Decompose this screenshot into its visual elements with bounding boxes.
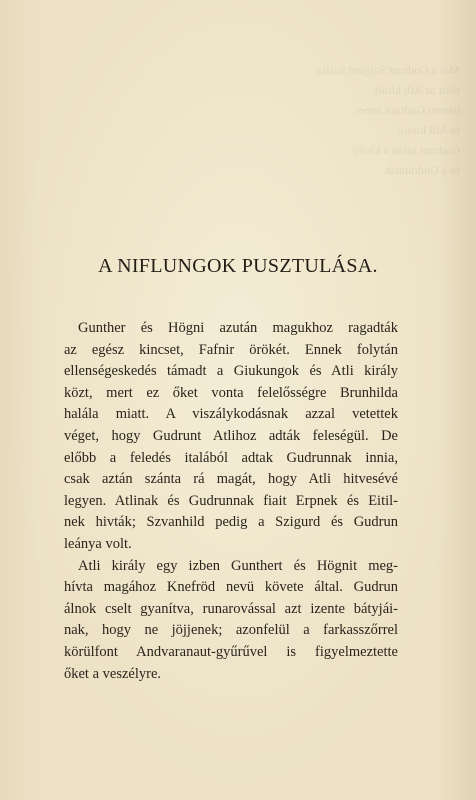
text-line: leánya volt. (64, 535, 132, 552)
chapter-title: A NIFLUNGOK PUSZTULÁSA. (98, 255, 378, 277)
text-line: előbb a feledés italából adtak Gudrunnak innia, (64, 449, 398, 466)
text-line: nek hivták; Szvanhild pedig a Szigurd és Gudrun (64, 514, 398, 531)
text-line: ellenségeskedés támadt a Giukungok és Atli király (64, 363, 398, 380)
text-line: Atli király egy izben Gunthert és Högnit meg- (78, 557, 398, 574)
text-line: hívta magához Knefröd nevü követe által. Gudrun (64, 579, 398, 596)
text-line: álnok cselt gyanítva, runarovással azt izente bátyjái- (64, 600, 398, 617)
text-line: legyen. Atlinak és Gudrunnak fiait Erpnek és Eitil- (64, 492, 398, 509)
text-line: őket a veszélyre. (64, 665, 162, 682)
text-line: nak, hogy ne jöjjenek; azonfelül a farkasszőrrel (64, 622, 398, 639)
chapter-body (64, 318, 398, 685)
text-line: csak aztán szánta rá magát, hogy Atli hitvesévé (64, 471, 398, 488)
text-line: Gunther és Högni azután magukhoz ragadták (78, 320, 398, 336)
paragraph-2 (64, 556, 398, 686)
text-line: véget, hogy Gudrunt Atlihoz adták feleségül. De (64, 427, 398, 444)
text-line: közt, mert ez őket vonta felelősségre Brunhilda (64, 384, 398, 401)
text-line: halála miatt. A viszálykodásnak azzal vetettek (64, 406, 398, 423)
show-through-text: Már a Gudrunt Szigurd halála előtt az Atli király hanem Gudrunt ismét és Atli király Gudrunt aztán a király és a Gudrunnak (316, 63, 460, 177)
text-line: körülfont Andvaranaut-gyűrűvel is figyelmeztette (64, 643, 398, 660)
text-line: az egész kincset, Fafnir örökét. Ennek folytán (64, 341, 398, 358)
paragraph-1 (64, 318, 398, 556)
